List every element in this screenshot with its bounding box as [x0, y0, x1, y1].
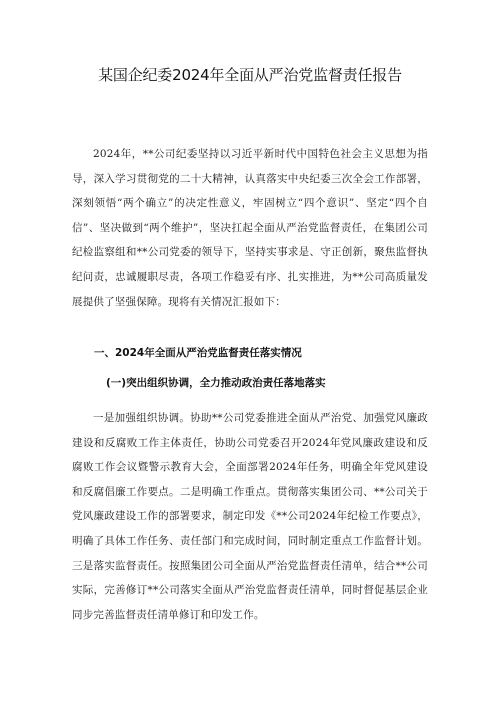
subsection-heading: (一)突出组织协调，全力推动政治责任落地落实 — [106, 377, 326, 389]
intro-paragraph: 2024年，**公司纪委坚持以习近平新时代中国特色社会主义思想为指导，深入学习贯彻党的二十大精神，认真落实中央纪委三次全会工作部署，深刻领悟“两个确立”的决定性意义，牢固树立“四个意识”、坚定“四个自信”、坚决做到“两个维护”，坚决扛起全面从严治党监督责任，在集团公司纪检监察组和**公司党委的领导下，坚持实事求是、守正创新，聚焦监督执纪问责，忠诚履职尽责，各项工作稳妥有序、扎实推进，为**公司高质量发展提供了坚强保障。现将有关情况汇报如下： — [72, 148, 428, 308]
document-title: 某国企纪委2024年全面从严治党监督责任报告 — [98, 66, 402, 84]
body-paragraph: 一是加强组织协调。协助**公司党委推进全面从严治党、加强党风廉政建设和反腐败工作主体责任，协助公司党委召开2024年党风廉政建设和反腐败工作会议暨警示教育大会，全面部署2024年任务，明确全年党风建设和反腐倡廉工作要点。二是明确工作重点。贯彻落实集团公司、**公司关于党风廉政建设工作的部署要求，制定印发《**公司2024年纪检工作要点》，明确了具体工作任务、责任部门和完成时间，同时制定重点工作监督计划。三是落实监督责任。按照集团公司全面从严治党监督责任清单，结合**公司实际，完善修订**公司落实全面从严治党监督责任清单，同时督促基层企业同步完善监督责任清单修订和印发工作。 — [72, 412, 428, 621]
section-heading: 一、2024年全面从严治党监督责任落实情况 — [94, 347, 302, 359]
